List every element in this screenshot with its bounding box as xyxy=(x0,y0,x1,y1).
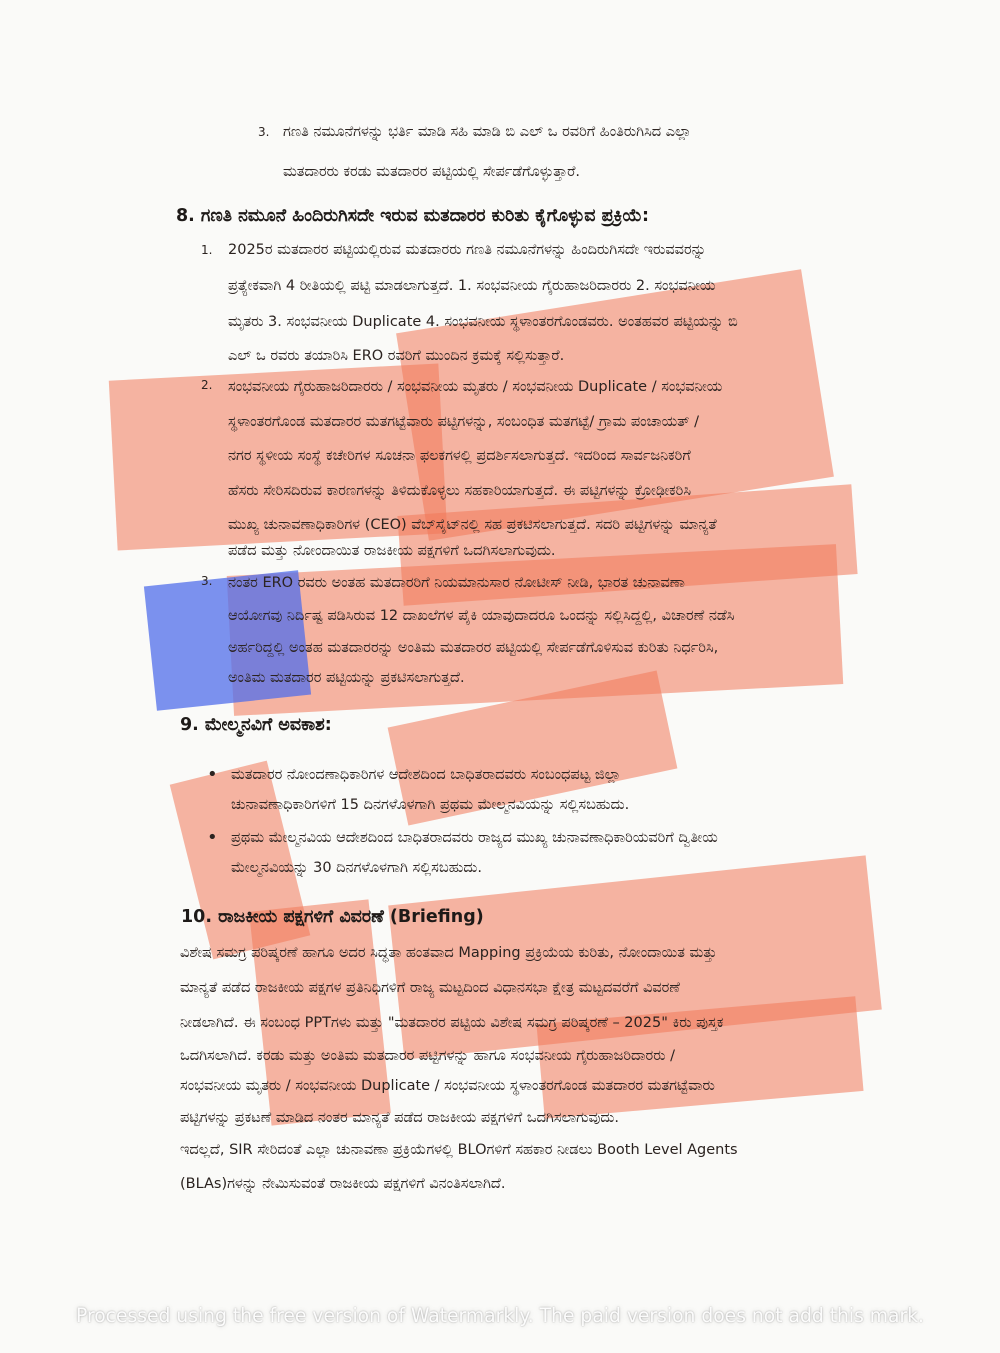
list-number: 1. xyxy=(201,243,213,257)
text-line: ಮತದಾರರು ಕರಡು ಮತದಾರರ ಪಟ್ಟಿಯಲ್ಲಿ ಸೇರ್ಪಡೆಗೊಳ್ಳುತ್ತಾರೆ. xyxy=(283,164,581,180)
watermark-text: Processed using the free version of Watermarkly. The paid version does not add this mark. xyxy=(75,1304,925,1327)
list-number: 2. xyxy=(201,378,213,392)
text-line: ಮತದಾರರ ನೋಂದಣಾಧಿಕಾರಿಗಳ ಆದೇಶದಿಂದ ಬಾಧಿತರಾದವರು ಸಂಬಂಧಪಟ್ಟ ಜಿಲ್ಲಾ xyxy=(231,767,621,783)
text-line: ವಿಶೇಷ ಸಮಗ್ರ ಪರಿಷ್ಕರಣೆ ಹಾಗೂ ಅದರ ಸಿದ್ಧತಾ ಹಂತವಾದ Mapping ಪ್ರಕ್ರಿಯೆಯ ಕುರಿತು, ನೋಂದಾಯಿತ ಮತ್ತು xyxy=(180,945,717,961)
text-line: ಅರ್ಹರಿದ್ದಲ್ಲಿ ಅಂತಹ ಮತದಾರರನ್ನು ಅಂತಿಮ ಮತದಾರರ ಪಟ್ಟಿಯಲ್ಲಿ ಸೇರ್ಪಡೆಗೊಳಿಸುವ ಕುರಿತು ನಿರ್ಧರಿಸಿ, xyxy=(228,640,719,656)
text-line: ಪಟ್ಟಿಗಳನ್ನು ಪ್ರಕಟಣೆ ಮಾಡಿದ ನಂತರ ಮಾನ್ಯತೆ ಪಡೆದ ರಾಜಕೀಯ ಪಕ್ಷಗಳಿಗೆ ಒದಗಿಸಲಾಗುವುದು. xyxy=(180,1110,619,1126)
text-line: ಗಣತಿ ನಮೂನೆಗಳನ್ನು ಭರ್ತಿ ಮಾಡಿ ಸಹಿ ಮಾಡಿ ಬಿ ಎಲ್ ಒ ರವರಿಗೆ ಹಿಂತಿರುಗಿಸಿದ ಎಲ್ಲಾ xyxy=(283,124,692,140)
list-number: 3. xyxy=(258,125,270,139)
text-line: ಇದಲ್ಲದೆ, SIR ಸೇರಿದಂತೆ ಎಲ್ಲಾ ಚುನಾವಣಾ ಪ್ರಕ್ರಿಯೆಗಳಲ್ಲಿ BLOಗಳಿಗೆ ಸಹಕಾರ ನೀಡಲು Booth Level Agents xyxy=(180,1142,738,1158)
text-line: ಮುಖ್ಯ ಚುನಾವಣಾಧಿಕಾರಿಗಳ (CEO) ವೆಬ್‌ಸೈಟ್‌ನಲ್ಲಿ ಸಹ ಪ್ರಕಟಿಸಲಾಗುತ್ತದೆ. ಸದರಿ ಪಟ್ಟಿಗಳನ್ನು ಮಾನ್ಯತೆ xyxy=(228,517,717,533)
text-line: ಸಂಭವನೀಯ ಮೃತರು / ಸಂಭವನೀಯ Duplicate / ಸಂಭವನೀಯ ಸ್ಥಳಾಂತರಗೊಂಡ ಮತದಾರರ ಮತಗಟ್ಟೆವಾರು xyxy=(180,1078,715,1094)
section-heading-8: 8. ಗಣತಿ ನಮೂನೆ ಹಿಂದಿರುಗಿಸದೇ ಇರುವ ಮತದಾರರ ಕುರಿತು ಕೈಗೊಳ್ಳುವ ಪ್ರಕ್ರಿಯೆ: xyxy=(176,206,649,226)
text-line: ನೀಡಲಾಗಿದೆ. ಈ ಸಂಬಂಧ PPTಗಳು ಮತ್ತು "ಮತದಾರರ ಪಟ್ಟಿಯ ವಿಶೇಷ ಸಮಗ್ರ ಪರಿಷ್ಕರಣೆ – 2025" ಕಿರು ಪುಸ್ತಕ xyxy=(180,1015,724,1031)
text-line: ಮಾನ್ಯತೆ ಪಡೆದ ರಾಜಕೀಯ ಪಕ್ಷಗಳ ಪ್ರತಿನಿಧಿಗಳಿಗೆ ರಾಜ್ಯ ಮಟ್ಟದಿಂದ ವಿಧಾನಸಭಾ ಕ್ಷೇತ್ರ ಮಟ್ಟದವರೆಗೆ ವಿವರಣೆ xyxy=(180,980,680,996)
text-line: 2025ರ ಮತದಾರರ ಪಟ್ಟಿಯಲ್ಲಿರುವ ಮತದಾರರು ಗಣತಿ ನಮೂನೆಗಳನ್ನು ಹಿಂದಿರುಗಿಸದೇ ಇರುವವರನ್ನು xyxy=(228,242,707,258)
text-line: ಎಲ್ ಒ ರವರು ತಯಾರಿಸಿ ERO ರವರಿಗೆ ಮುಂದಿನ ಕ್ರಮಕ್ಕೆ ಸಲ್ಲಿಸುತ್ತಾರೆ. xyxy=(228,348,565,364)
text-line: ನಂತರ ERO ರವರು ಅಂತಹ ಮತದಾರರಿಗೆ ನಿಯಮಾನುಸಾರ ನೋಟೀಸ್ ನೀಡಿ, ಭಾರತ ಚುನಾವಣಾ xyxy=(228,575,685,591)
text-line: ಅಂತಿಮ ಮತದಾರರ ಪಟ್ಟಿಯನ್ನು ಪ್ರಕಟಿಸಲಾಗುತ್ತದೆ. xyxy=(228,670,465,686)
bullet-mark: • xyxy=(207,827,218,848)
text-line: ಒದಗಿಸಲಾಗಿದೆ. ಕರಡು ಮತ್ತು ಅಂತಿಮ ಮತದಾರರ ಪಟ್ಟಿಗಳನ್ನು ಹಾಗೂ ಸಂಭವನೀಯ ಗೈರುಹಾಜರಿದಾರರು / xyxy=(180,1048,675,1064)
list-number: 3. xyxy=(201,574,213,588)
text-line: ಮೃತರು 3. ಸಂಭವನೀಯ Duplicate 4. ಸಂಭವನೀಯ ಸ್ಥಳಾಂತರಗೊಂಡವರು. ಅಂತಹವರ ಪಟ್ಟಿಯನ್ನು ಬಿ xyxy=(228,314,738,330)
text-line: ಸ್ಥಳಾಂತರಗೊಂಡ ಮತದಾರರ ಮತಗಟ್ಟೆವಾರು ಪಟ್ಟಿಗಳನ್ನು, ಸಂಬಂಧಿತ ಮತಗಟ್ಟೆ/ ಗ್ರಾಮ ಪಂಚಾಯತ್ / xyxy=(228,414,700,430)
text-line: ಹೆಸರು ಸೇರಿಸದಿರುವ ಕಾರಣಗಳನ್ನು ತಿಳಿದುಕೊಳ್ಳಲು ಸಹಕಾರಿಯಾಗುತ್ತದೆ. ಈ ಪಟ್ಟಿಗಳನ್ನು ಕ್ರೋಢೀಕರಿಸಿ xyxy=(228,483,692,499)
text-line: ಪ್ರತ್ಯೇಕವಾಗಿ 4 ರೀತಿಯಲ್ಲಿ ಪಟ್ಟಿ ಮಾಡಲಾಗುತ್ತದೆ. 1. ಸಂಭವನೀಯ ಗೈರುಹಾಜರಿದಾರರು 2. ಸಂಭವನೀಯ xyxy=(228,278,716,294)
section-heading-9: 9. ಮೇಲ್ಮನವಿಗೆ ಅವಕಾಶ: xyxy=(180,715,332,735)
bullet-mark: • xyxy=(207,764,218,785)
text-line: ಆಯೋಗವು ನಿರ್ದಿಷ್ಟ ಪಡಿಸಿರುವ 12 ದಾಖಲೆಗಳ ಪೈಕಿ ಯಾವುದಾದರೂ ಒಂದನ್ನು ಸಲ್ಲಿಸಿದ್ದಲ್ಲಿ, ವಿಚಾರಣೆ ನಡೆಸಿ xyxy=(228,608,735,624)
text-line: ಪಡೆದ ಮತ್ತು ನೋಂದಾಯಿತ ರಾಜಕೀಯ ಪಕ್ಷಗಳಿಗೆ ಒದಗಿಸಲಾಗುವುದು. xyxy=(228,543,556,559)
text-line: ಚುನಾವಣಾಧಿಕಾರಿಗಳಿಗೆ 15 ದಿನಗಳೊಳಗಾಗಿ ಪ್ರಥಮ ಮೇಲ್ಮನವಿಯನ್ನು ಸಲ್ಲಿಸಬಹುದು. xyxy=(231,797,630,813)
text-line: ಸಂಭವನೀಯ ಗೈರುಹಾಜರಿದಾರರು / ಸಂಭವನೀಯ ಮೃತರು / ಸಂಭವನೀಯ Duplicate / ಸಂಭವನೀಯ xyxy=(228,379,723,395)
text-line: ನಗರ ಸ್ಥಳೀಯ ಸಂಸ್ಥೆ ಕಚೇರಿಗಳ ಸೂಚನಾ ಫಲಕಗಳಲ್ಲಿ ಪ್ರದರ್ಶಿಸಲಾಗುತ್ತದೆ. ಇದರಿಂದ ಸಾರ್ವಜನಿಕರಿಗೆ xyxy=(228,448,691,464)
text-line: ಪ್ರಥಮ ಮೇಲ್ಮನವಿಯ ಆದೇಶದಿಂದ ಬಾಧಿತರಾದವರು ರಾಜ್ಯದ ಮುಖ್ಯ ಚುನಾವಣಾಧಿಕಾರಿಯವರಿಗೆ ದ್ವಿತೀಯ xyxy=(231,830,718,846)
section-heading-10: 10. ರಾಜಕೀಯ ಪಕ್ಷಗಳಿಗೆ ವಿವರಣೆ (Briefing) xyxy=(181,907,484,927)
text-line: (BLAs)ಗಳನ್ನು ನೇಮಿಸುವಂತೆ ರಾಜಕೀಯ ಪಕ್ಷಗಳಿಗೆ ವಿನಂತಿಸಲಾಗಿದೆ. xyxy=(180,1176,506,1192)
text-line: ಮೇಲ್ಮನವಿಯನ್ನು 30 ದಿನಗಳೊಳಗಾಗಿ ಸಲ್ಲಿಸಬಹುದು. xyxy=(231,860,482,876)
